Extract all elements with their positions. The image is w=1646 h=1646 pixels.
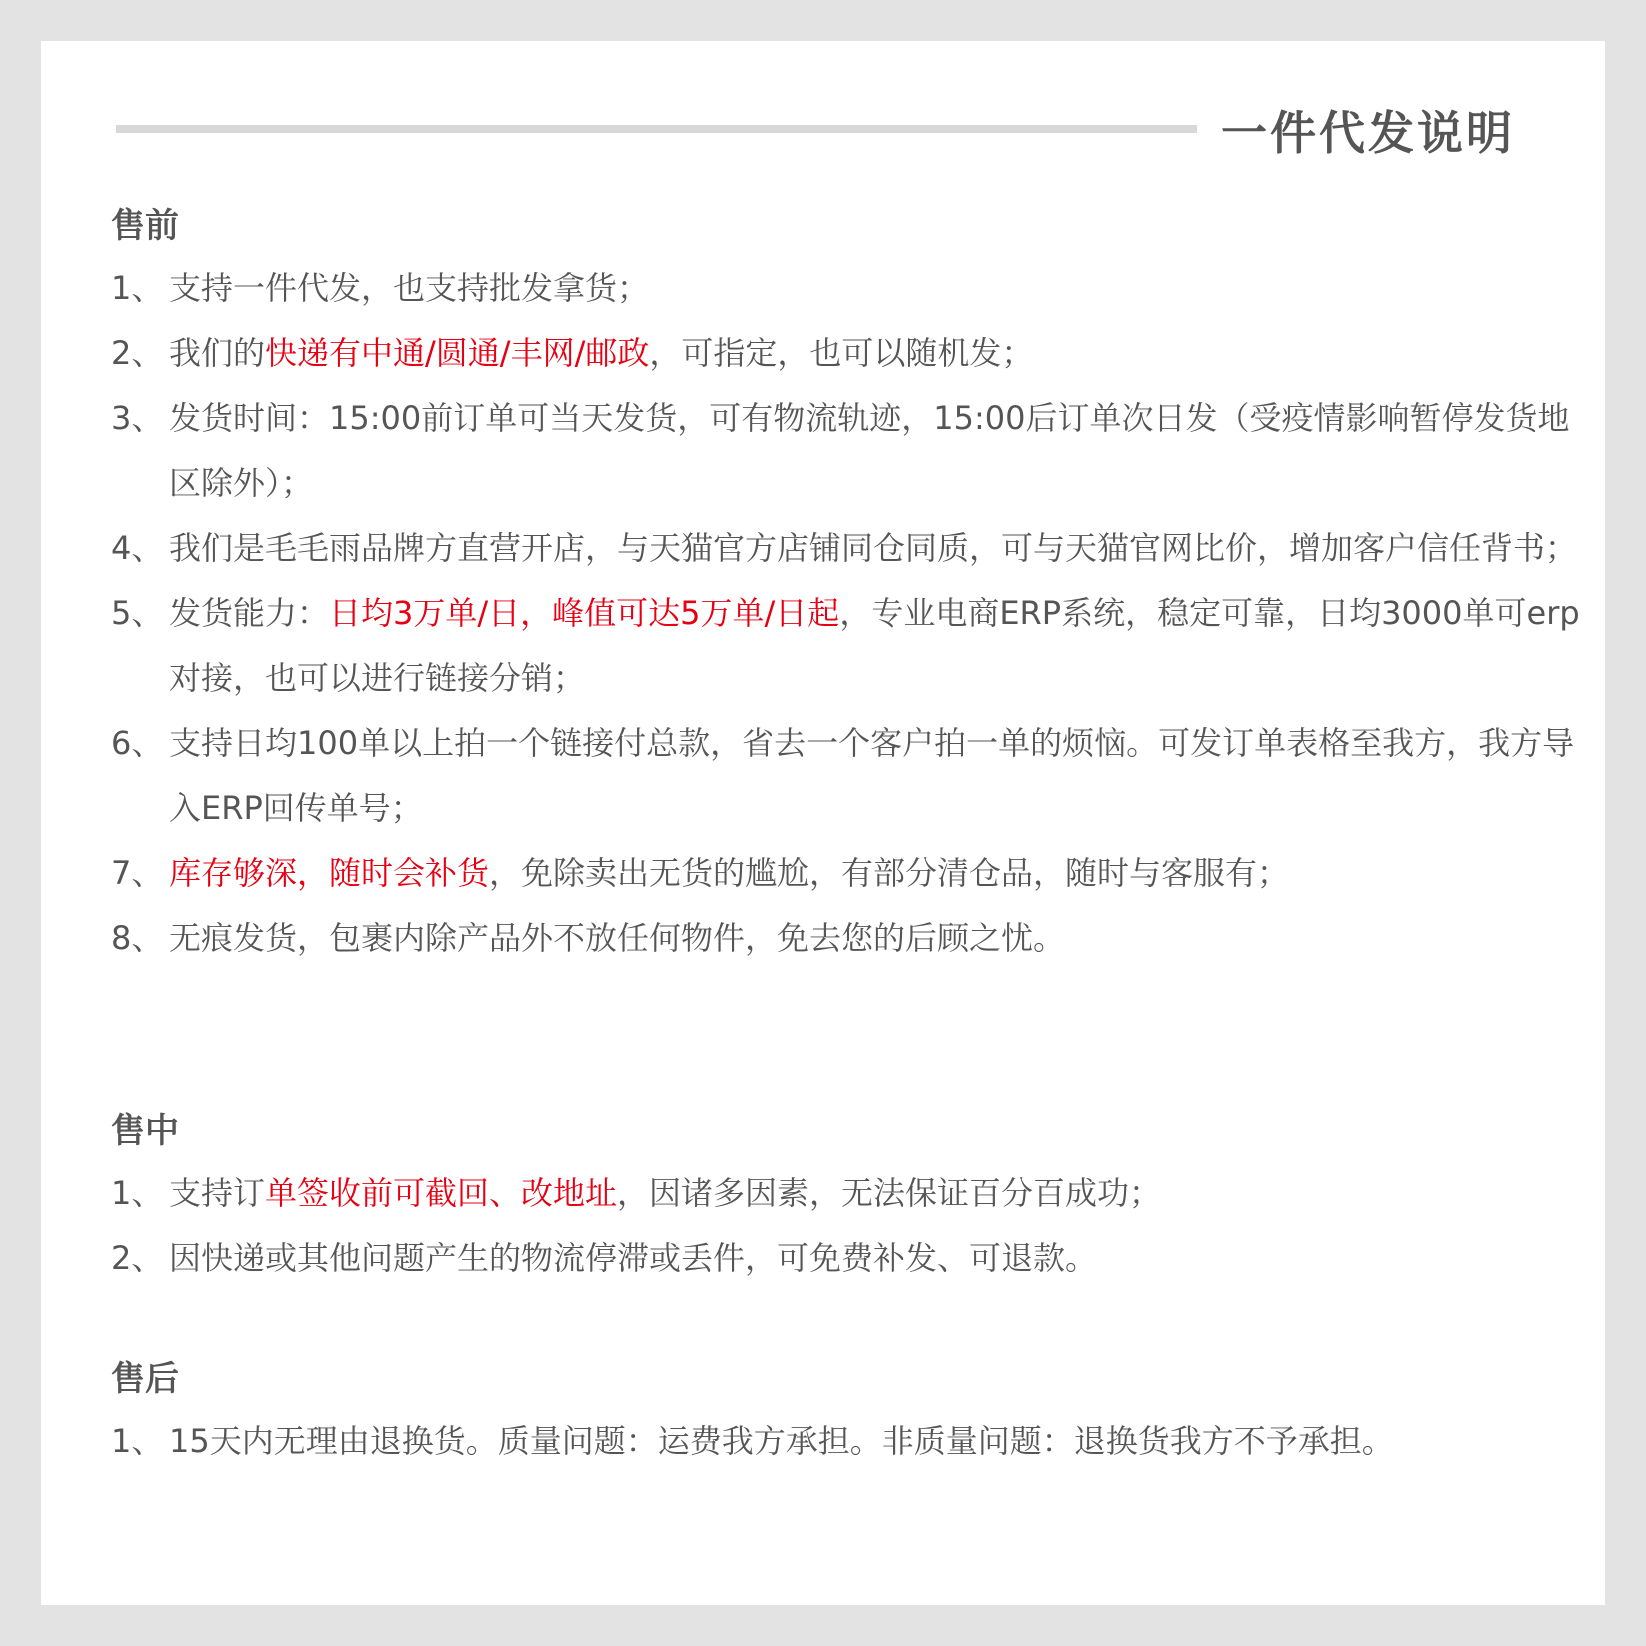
text-segment: 发货能力： <box>169 594 330 632</box>
list-item <box>111 1226 1581 1291</box>
item-number: 5、 <box>111 594 164 632</box>
list-item <box>111 841 1581 906</box>
text-segment: 15天内无理由退换货。质量问题：运费我方承担。非质量问题：退换货我方不予承担。 <box>169 1422 1394 1460</box>
list-item <box>111 386 1581 516</box>
list-item <box>111 256 1581 321</box>
text-segment: 支持订 <box>169 1174 266 1212</box>
item-text <box>169 516 1581 581</box>
item-text <box>169 1226 1581 1291</box>
highlight-text: 库存够深，随时会补货 <box>169 854 490 892</box>
section-heading: 售前 <box>111 206 179 246</box>
list-item <box>111 516 1581 581</box>
list-item <box>111 1409 1581 1474</box>
item-text <box>169 1409 1581 1474</box>
item-text <box>169 581 1581 711</box>
item-text <box>169 386 1581 516</box>
header-divider <box>116 125 1197 133</box>
list-item <box>111 321 1581 386</box>
item-text <box>169 906 1581 971</box>
text-segment: 无痕发货，包裹内除产品外不放任何物件，免去您的后顾之忧。 <box>169 919 1066 957</box>
list-item <box>111 1161 1581 1226</box>
text-segment: ，免除卖出无货的尴尬，有部分清仓品，随时与客服有； <box>489 854 1290 892</box>
item-text <box>169 1161 1581 1226</box>
list-item <box>111 581 1581 711</box>
item-list <box>111 1161 1581 1291</box>
item-number: 4、 <box>111 529 164 567</box>
text-segment: ，因诸多因素，无法保证百分百成功； <box>617 1174 1162 1212</box>
text-segment: 发货时间：15:00前订单可当天发货，可有物流轨迹，15:00后订单次日发（受疫情影响暂停发货地区除外）； <box>169 399 1570 502</box>
list-item <box>111 711 1581 841</box>
item-number: 3、 <box>111 399 164 437</box>
card <box>41 41 1605 1605</box>
text-segment: 支持日均100单以上拍一个链接付总款，省去一个客户拍一单的烦恼。可发订单表格至我方，我方导入ERP回传单号； <box>169 724 1575 827</box>
item-number: 1、 <box>111 269 164 307</box>
text-segment: ，可指定，也可以随机发； <box>649 334 1034 372</box>
section-pre-sale <box>111 196 1581 971</box>
item-number: 7、 <box>111 854 164 892</box>
item-number: 6、 <box>111 724 164 762</box>
text-segment: 因快递或其他问题产生的物流停滞或丢件，可免费补发、可退款。 <box>169 1239 1098 1277</box>
item-list <box>111 256 1581 971</box>
list-item <box>111 906 1581 971</box>
highlight-text: 单签收前可截回、改地址 <box>265 1174 618 1212</box>
section-heading: 售后 <box>111 1359 179 1399</box>
item-number: 8、 <box>111 919 164 957</box>
text-segment: 我们的 <box>169 334 266 372</box>
item-number: 2、 <box>111 334 164 372</box>
item-text <box>169 321 1581 386</box>
highlight-text: 日均3万单/日，峰值可达5万单/日起 <box>329 594 840 632</box>
item-text <box>169 711 1581 841</box>
text-segment: 支持一件代发，也支持批发拿货； <box>169 269 650 307</box>
page-title: 一件代发说明 <box>1221 106 1515 160</box>
text-segment: ，专业电商ERP系统，稳定可靠，日均3000单可erp对接，也可以进行链接分销； <box>169 594 1580 697</box>
item-text <box>169 841 1581 906</box>
item-text <box>169 256 1581 321</box>
section-heading: 售中 <box>111 1111 179 1151</box>
section-after-sale <box>111 1349 1581 1474</box>
section-in-sale <box>111 1101 1581 1291</box>
item-list <box>111 1409 1581 1474</box>
item-number: 1、 <box>111 1174 164 1212</box>
item-number: 1、 <box>111 1422 164 1460</box>
highlight-text: 快递有中通/圆通/丰网/邮政 <box>265 334 650 372</box>
text-segment: 我们是毛毛雨品牌方直营开店，与天猫官方店铺同仓同质，可与天猫官网比价，增加客户信任背书； <box>169 529 1578 567</box>
item-number: 2、 <box>111 1239 164 1277</box>
